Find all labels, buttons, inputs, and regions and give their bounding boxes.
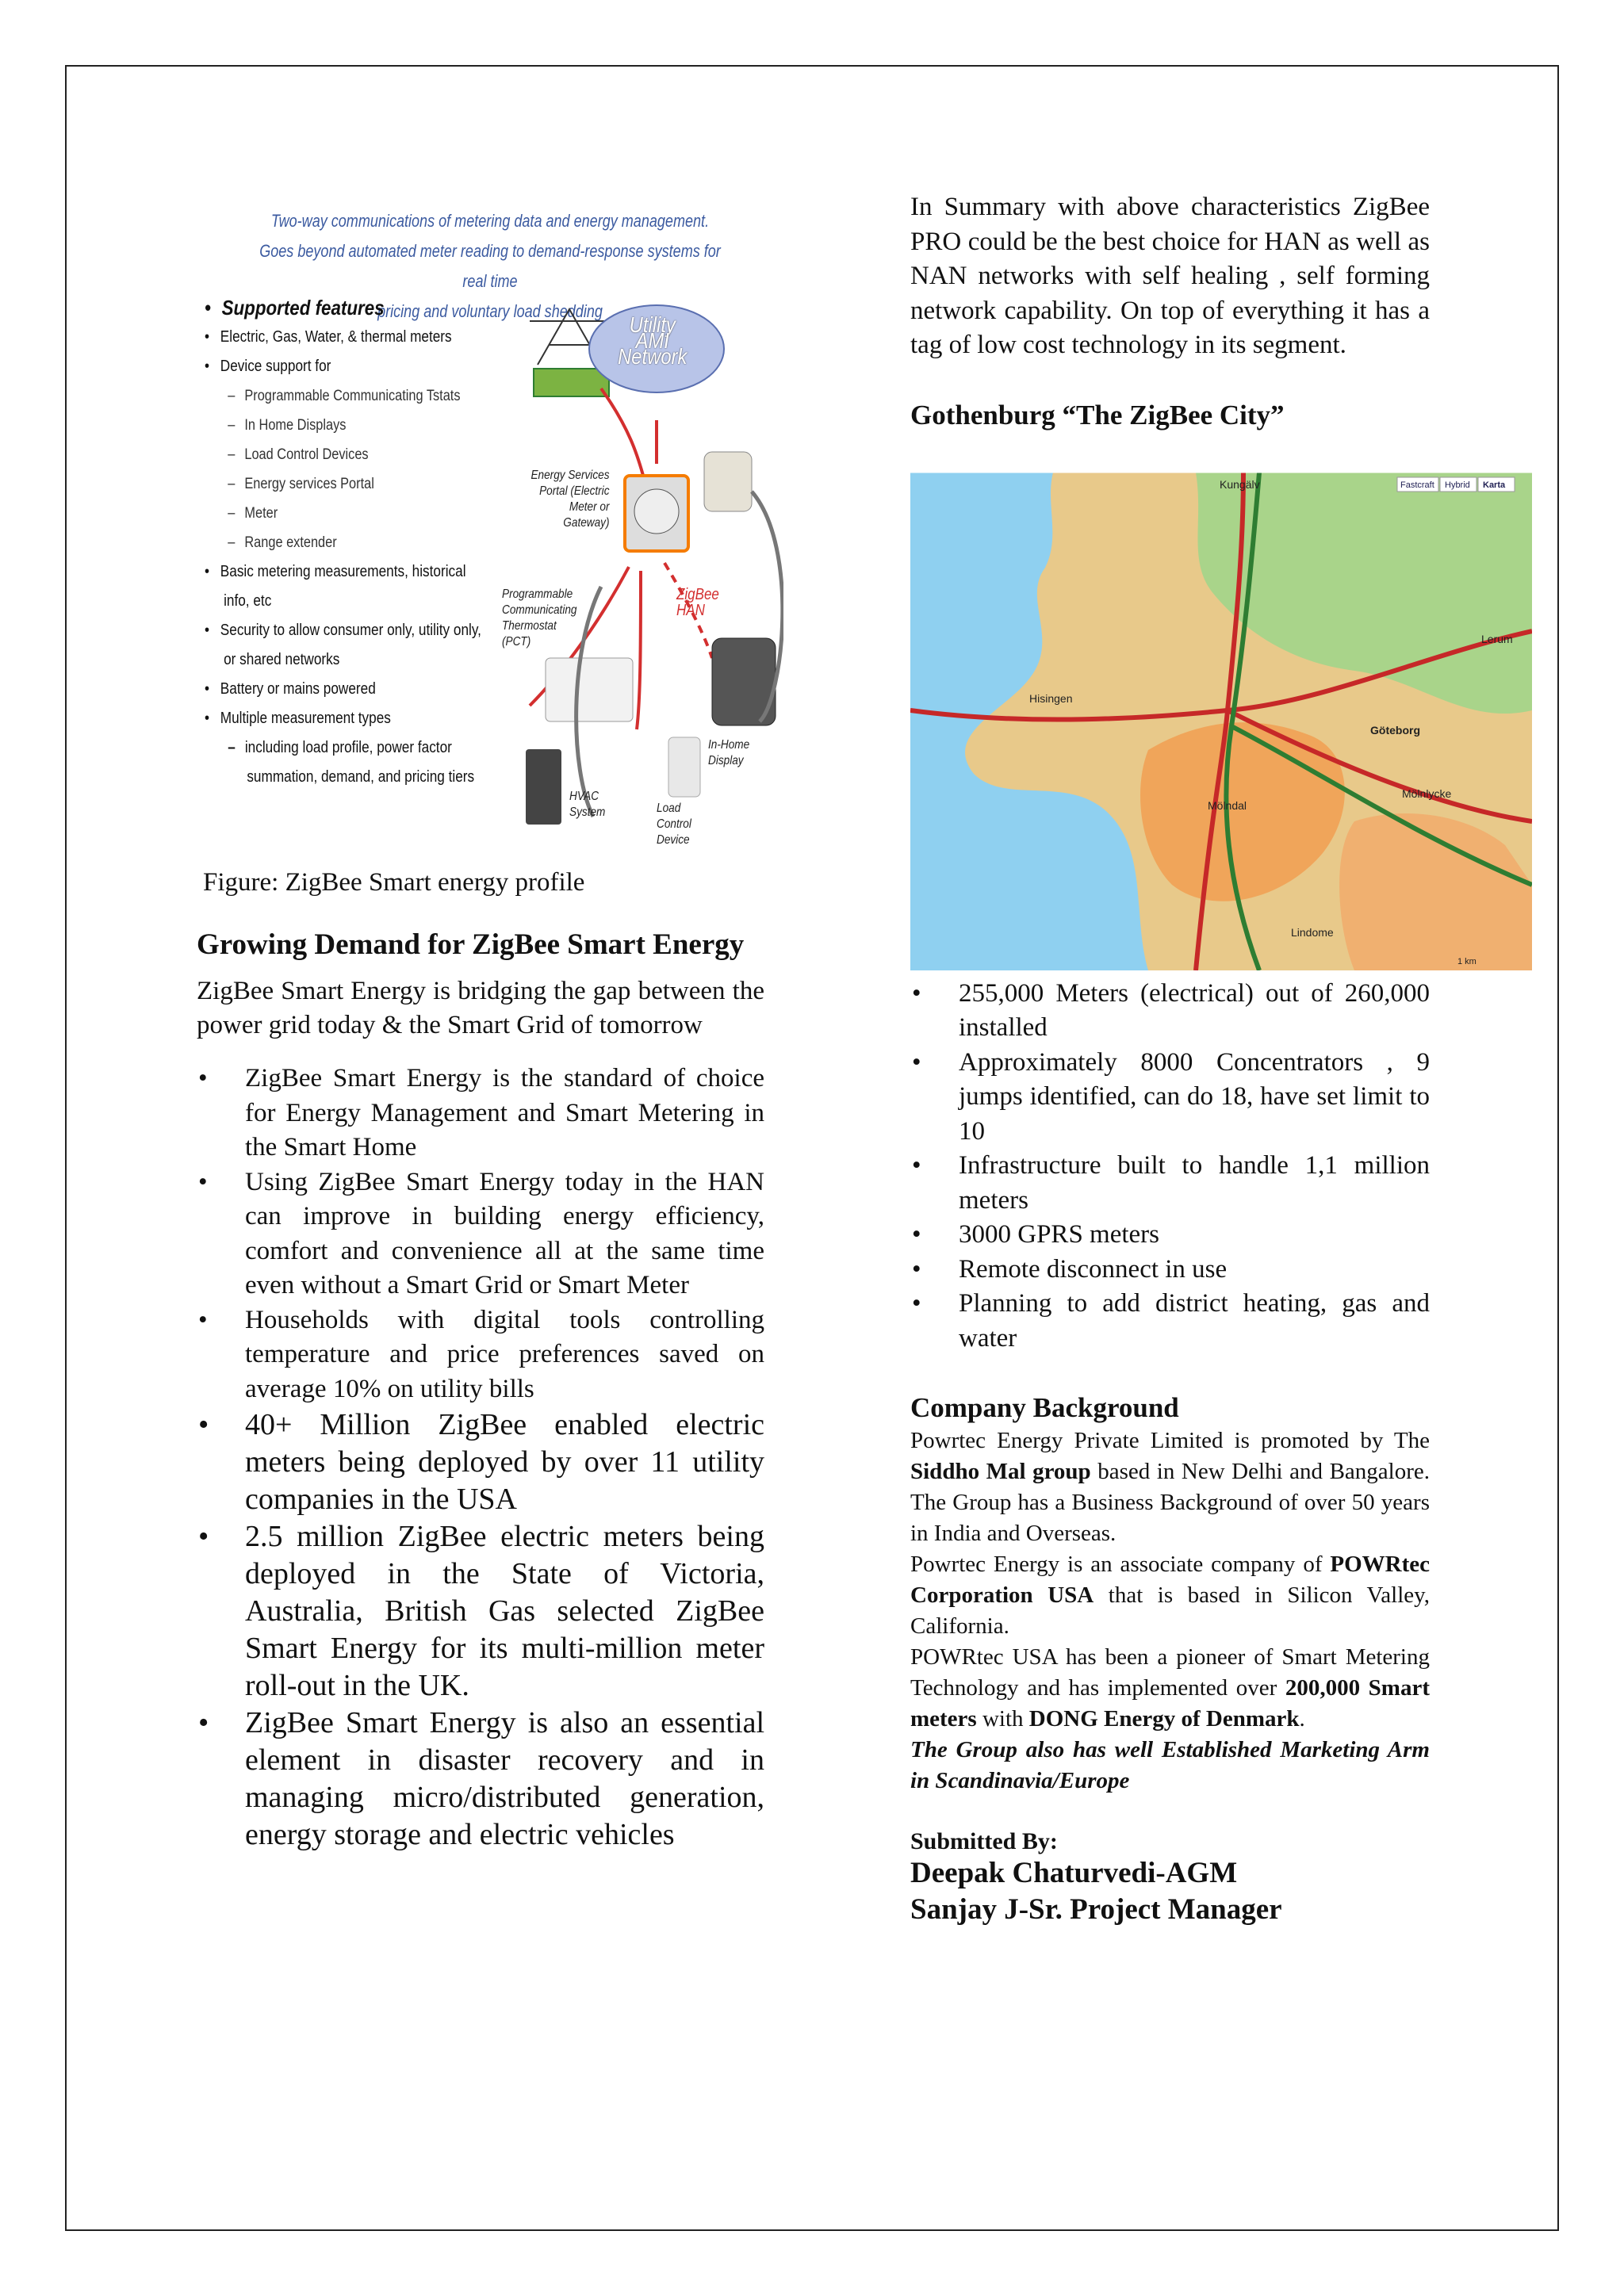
zigbee-smart-energy-figure (197, 190, 783, 852)
list-item: • 3000 GPRS meters (910, 1218, 1430, 1253)
figure-feature-item: – In Home Displays (205, 411, 491, 440)
map-place-kungalv: Kungälv (1220, 477, 1260, 491)
company-paragraph-3: POWRtec USA has been a pioneer of Smart Metering Technology and has implemented over 200,000 Smart meters with DONG Energy of Denmark. (910, 1644, 1430, 1732)
figure-feature-item: • Electric, Gas, Water, & thermal meters (205, 323, 491, 352)
map-tab-karta-label: Karta (1483, 480, 1506, 490)
gothenburg-map[interactable] (910, 473, 1532, 970)
figure-feature-item: • Device support for (205, 352, 491, 381)
list-item: • Remote disconnect in use (910, 1253, 1430, 1288)
gothenburg-heading: Gothenburg “The ZigBee City” (910, 399, 1285, 430)
section-heading-growing-demand: Growing Demand for ZigBee Smart Energy (197, 928, 745, 961)
figure-feature-item: – Energy services Portal (205, 469, 491, 499)
figure-feature-item: • Multiple measurement types (205, 704, 491, 733)
map-place-lindome: Lindome (1291, 925, 1334, 939)
map-graphic (910, 473, 1532, 970)
list-item: • 40+ Million ZigBee enabled electric meters being deployed by over 11 utility companies in the USA (197, 1406, 764, 1518)
han-label: ZigBee HAN (676, 586, 719, 619)
map-place-goteborg: Göteborg (1370, 723, 1420, 737)
figure-feature-item: • Basic metering measurements, historical (205, 557, 491, 587)
list-item: • 255,000 Meters (electrical) out of 260,000 installed (910, 977, 1430, 1046)
figure-feature-item: – Load Control Devices (205, 440, 491, 469)
portal-label: Energy Services Portal (Electric Meter or Gateway) (530, 469, 610, 530)
figure-feature-item: – Range extender (205, 528, 491, 557)
company-background-heading: Company Background (910, 1392, 1179, 1423)
gothenburg-bullet-list (910, 977, 1430, 1357)
cloud-label: Utility AMI Network (618, 312, 688, 369)
intro-paragraph: ZigBee Smart Energy is bridging the gap between the power grid today & the Smart Grid of tomorrow (197, 977, 764, 1039)
figure-diagram (197, 190, 783, 852)
map-place-hisingen: Hisingen (1029, 691, 1073, 705)
figure-feature-item: • Supported features (205, 293, 491, 323)
hvac-icon (526, 749, 561, 825)
figure-heading: Two-way communications of metering data and energy management. Goes beyond automated meter reading to demand-response systems for real time pricing and voluntary load shedding (259, 211, 721, 321)
list-item: • Infrastructure built to handle 1,1 million meters (910, 1149, 1430, 1218)
figure-feature-item: summation, demand, and pricing tiers (247, 768, 475, 786)
display-label: In-Home Display (708, 738, 750, 767)
list-item: • 2.5 million ZigBee electric meters being deployed in the State of Victoria, Australia, British Gas selected ZigBee Smart Energy for its multi-million meter roll-out in the UK. (197, 1518, 764, 1705)
thermostat-icon (546, 658, 633, 721)
pct-label: Programmable Communicating Thermostat (PCT) (502, 587, 577, 649)
right-column (910, 190, 1513, 1928)
list-item: • Households with digital tools controlling temperature and price preferences saved on average 10% on utility bills (197, 1303, 764, 1407)
figure-caption: Figure: ZigBee Smart energy profile (203, 868, 585, 897)
list-item: • Using ZigBee Smart Energy today in the HAN can improve in building energy efficiency, comfort and convenience all at the same time even without a Smart Grid or Smart Meter (197, 1165, 764, 1303)
map-scale: 1 km (1457, 956, 1477, 966)
hvac-label: HVAC System (569, 790, 606, 819)
load-control-label: Load Control Device (657, 802, 691, 847)
list-item: • ZigBee Smart Energy is also an essential element in disaster recovery and in managing micro/distributed generation, energy storage and electric vehicles (197, 1705, 764, 1854)
gateway-icon (704, 452, 752, 511)
load-control-icon (668, 737, 700, 797)
bullet-list-large (197, 1406, 764, 1854)
electric-meter-icon (625, 476, 688, 551)
summary-paragraph: In Summary with above characteristics ZigBee PRO could be the best choice for HAN as well as NAN networks with self healing , self forming network capability. On top of everything it has a tag of low cost technology in its segment. (910, 193, 1430, 359)
list-item: • ZigBee Smart Energy is the standard of choice for Energy Management and Smart Metering in the Smart Home (197, 1062, 764, 1165)
submitter-name-2: Sanjay J-Sr. Project Manager (910, 1893, 1282, 1926)
company-paragraph-1: Powrtec Energy Private Limited is promoted by The Siddho Mal group based in New Delhi and Bangalore. The Group has a Business Background of over 50 years in India and Overseas. (910, 1428, 1430, 1546)
list-item: • Approximately 8000 Concentrators , 9 jumps identified, can do 18, have set limit to 10 (910, 1046, 1430, 1150)
company-paragraph-2: Powrtec Energy is an associate company of POWRtec Corporation USA that is based in Silicon Valley, California. (910, 1552, 1431, 1639)
figure-feature-item: info, etc (224, 592, 272, 610)
bullet-list-small (197, 1062, 764, 1406)
figure-feature-item: • Battery or mains powered (205, 675, 491, 704)
map-place-molnlycke: Mölnlycke (1402, 786, 1452, 800)
figure-feature-item: – Programmable Communicating Tstats (205, 381, 491, 411)
map-tab-fastcraft-label: Fastcraft (1400, 480, 1434, 490)
figure-feature-item: – including load profile, power factor (205, 733, 491, 763)
figure-feature-item: – Meter (205, 499, 491, 528)
list-item: • Planning to add district heating, gas and water (910, 1287, 1430, 1356)
figure-feature-item: • Security to allow consumer only, utility only, (205, 616, 491, 645)
map-tab-hybrid-label: Hybrid (1445, 480, 1470, 490)
figure-feature-item: or shared networks (224, 651, 340, 668)
map-place-molndal: Mölndal (1208, 798, 1247, 812)
submitter-name-1: Deepak Chaturvedi-AGM (910, 1857, 1238, 1889)
company-paragraph-4: The Group also has well Established Marketing Arm in Scandinavia/Europe (910, 1737, 1430, 1793)
left-column (197, 190, 764, 1854)
map-place-lerum: Lerum (1481, 632, 1513, 645)
submitted-by-label: Submitted By: (910, 1828, 1058, 1854)
